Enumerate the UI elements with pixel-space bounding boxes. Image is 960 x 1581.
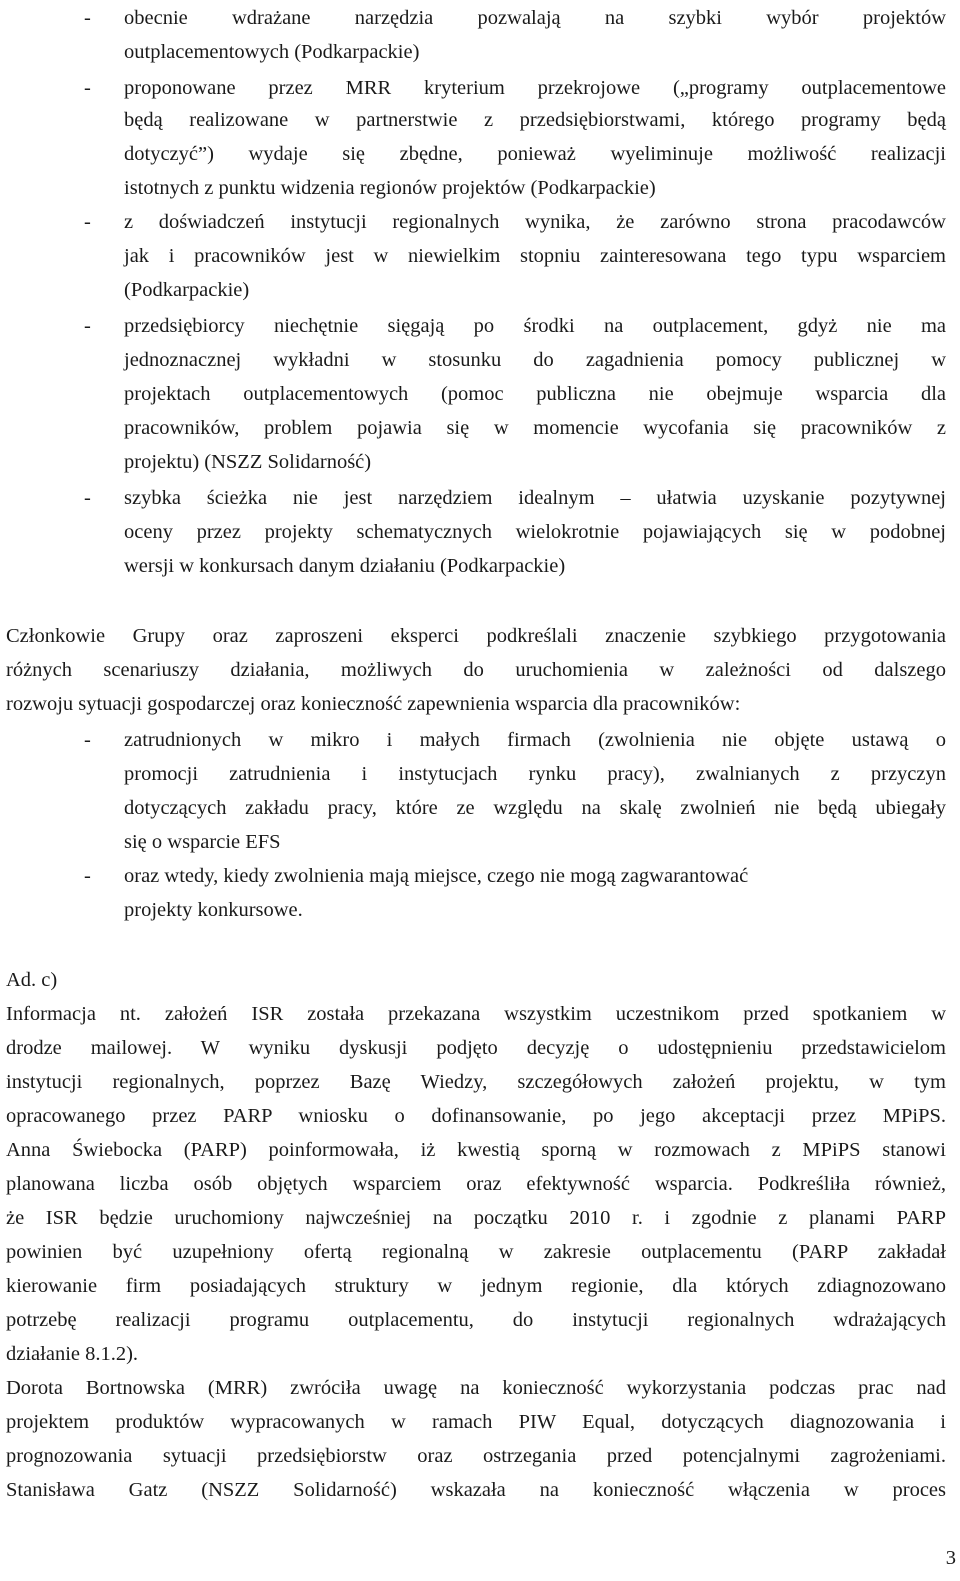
text-line: że ISR będzie uruchomiony najwcześniej na początku 2010 r. i zgodnie z planami PARP xyxy=(6,1207,946,1229)
text-line: różnych scenariuszy działania, możliwych do uruchomienia w zależności od dalszego xyxy=(6,659,946,681)
text-line: istotnych z punktu widzenia regionów projektów (Podkarpackie) xyxy=(124,177,656,199)
text-line: Członkowie Grupy oraz zaproszeni eksperci podkreślali znaczenie szybkiego przygotowania xyxy=(6,625,946,647)
text-line: szybka ścieżka nie jest narzędziem idealnym – ułatwia uzyskanie pozytywnej xyxy=(124,487,946,509)
text-line: przedsiębiorcy niechętnie sięgają po środki na outplacement, gdyż nie ma xyxy=(124,315,946,337)
text-line: projekty konkursowe. xyxy=(124,899,303,921)
text-line: jednoznacznej wykładni w stosunku do zagadnienia pomocy publicznej w xyxy=(124,349,946,371)
text-line: (Podkarpackie) xyxy=(124,279,250,301)
list-dash: - xyxy=(84,487,91,509)
text-line: dotyczyć”) wydaje się zbędne, ponieważ wyeliminuje możliwość realizacji xyxy=(124,143,946,165)
text-line: prognozowania sytuacji przedsiębiorstw oraz ostrzegania przed potencjalnymi zagrożeniami. xyxy=(6,1445,946,1467)
list-dash: - xyxy=(84,77,91,99)
list-dash: - xyxy=(84,865,91,887)
text-line: projektem produktów wypracowanych w ramach PIW Equal, dotyczących diagnozowania i xyxy=(6,1411,946,1433)
text-line: z doświadczeń instytucji regionalnych wynika, że zarówno strona pracodawców xyxy=(124,211,946,233)
text-line: pracowników, problem pojawia się w momencie wycofania się pracowników z xyxy=(124,417,946,439)
text-line: Dorota Bortnowska (MRR) zwróciła uwagę na konieczność wykorzystania podczas prac nad xyxy=(6,1377,946,1399)
text-line: jak i pracowników jest w niewielkim stopniu zainteresowana tego typu wsparciem xyxy=(124,245,946,267)
list-dash: - xyxy=(84,315,91,337)
text-line: dotyczących zakładu pracy, które ze względu na skalę zwolnień nie będą ubiegały xyxy=(124,797,946,819)
list-dash: - xyxy=(84,729,91,751)
text-line: promocji zatrudnienia i instytucjach rynku pracy), zwalnianych z przyczyn xyxy=(124,763,946,785)
section-heading: Ad. c) xyxy=(6,969,58,991)
text-line: Informacja nt. założeń ISR została przekazana wszystkim uczestnikom przed spotkaniem w xyxy=(6,1003,946,1025)
text-line: Anna Świebocka (PARP) poinformowała, iż kwestią sporną w rozmowach z MPiPS stanowi xyxy=(6,1139,946,1161)
text-line: powinien być uzupełniony ofertą regionalną w zakresie outplacementu (PARP zakładał xyxy=(6,1241,946,1263)
text-line: projektach outplacementowych (pomoc publiczna nie obejmuje wsparcia dla xyxy=(124,383,946,405)
text-line: się o wsparcie EFS xyxy=(124,831,281,853)
text-line: rozwoju sytuacji gospodarczej oraz konieczność zapewnienia wsparcia dla pracowników: xyxy=(6,693,741,715)
text-line: działanie 8.1.2). xyxy=(6,1343,139,1365)
text-line: proponowane przez MRR kryterium przekrojowe („programy outplacementowe xyxy=(124,77,946,99)
list-dash: - xyxy=(84,7,91,29)
text-line: potrzebę realizacji programu outplacementu, do instytucji regionalnych wdrażających xyxy=(6,1309,946,1331)
text-line: drodze mailowej. W wyniku dyskusji podjęto decyzję o udostępnieniu przedstawicielom xyxy=(6,1037,946,1059)
text-line: obecnie wdrażane narzędzia pozwalają na szybki wybór projektów xyxy=(124,7,946,29)
list-dash: - xyxy=(84,211,91,233)
text-line: wersji w konkursach danym działaniu (Podkarpackie) xyxy=(124,555,566,577)
text-line: planowana liczba osób objętych wsparciem oraz efektywność wsparcia. Podkreśliła również, xyxy=(6,1173,946,1195)
text-line: oraz wtedy, kiedy zwolnienia mają miejsce, czego nie mogą zagwarantować xyxy=(124,865,749,887)
page-number: 3 xyxy=(945,1547,956,1569)
text-line: instytucji regionalnych, poprzez Bazę Wiedzy, szczegółowych założeń projektu, w tym xyxy=(6,1071,946,1093)
text-line: Stanisława Gatz (NSZZ Solidarność) wskazała na konieczność włączenia w proces xyxy=(6,1479,946,1501)
text-line: outplacementowych (Podkarpackie) xyxy=(124,41,420,63)
text-line: projektu) (NSZZ Solidarność) xyxy=(124,451,372,473)
text-line: zatrudnionych w mikro i małych firmach (zwolnienia nie objęte ustawą o xyxy=(124,729,946,751)
text-line: opracowanego przez PARP wniosku o dofinansowanie, po jego akceptacji przez MPiPS. xyxy=(6,1105,946,1127)
text-line: kierowanie firm posiadających struktury w jednym regionie, dla których zdiagnozowano xyxy=(6,1275,946,1297)
text-line: będą realizowane w partnerstwie z przedsiębiorstwami, którego programy będą xyxy=(124,109,946,131)
text-line: oceny przez projekty schematycznych wielokrotnie pojawiających się w podobnej xyxy=(124,521,946,543)
